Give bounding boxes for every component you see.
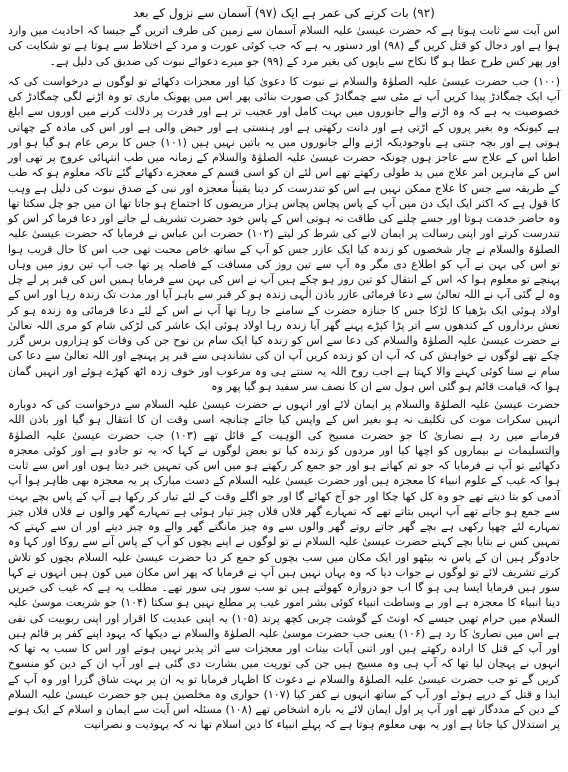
paragraph-note-100: (۱۰۰) جب حضرت عیسیٰ علیہ الصلوٰۃ والسلام نے نبوت کا دعویٰ کیا اور معجزات دکھائے تو لوگوں نے درخواست کی کہ آپ ایک چمگادڑ پیدا کریں آپ نے مٹی سے چمگادڑ کی صورت بنائی پھر اس میں پھونک ماری تو وہ اڑنے لگی چمگادڑ کی خصوصیت یہ ہے کہ وہ اڑنے والے جانوروں میں بہت کامل اور عجیب تر ہے اور قدرت پر دلالت کرنے میں اوروں سے ابلغ ہے کیونکہ وہ بغیر پروں کے اڑتی ہے اور دانت رکھتی ہے اور ہنستی ہے اور حیض والی ہے اور اس کی مادہ کے چھاتی ہوتی ہے اور بچہ جنتی ہے باوجودیکہ اڑنے والے جانوروں میں یہ باتیں نہیں ہیں (۱۰۱) جس کا برص عام ہو گیا ہو اور اطبا اس کے علاج سے عاجز ہوں چونکہ حضرت عیسیٰ علیہ الصلوٰۃ والسلام کے زمانہ میں طب انتہائی عروج پر تھی اور اس کے ماہرین امر علاج میں ید طولی رکھتے تھے اس لئے ان کو اسی قسم کے معجزے دکھائے گئے تاکہ معلوم ہو کہ طب کے طریقہ سے جس کا علاج ممکن نہیں ہے اس کو تندرست کر دینا یقیناً معجزہ اور نبی کے صدق نبوت کی دلیل ہے وہب کا قول ہے کہ اکثر ایک ایک دن میں آپ کے پاس پچاس پچاس ہزار مریضوں کا اجتماع ہو جاتا تھا ان میں جو چل سکتا تھا وہ حاضر خدمت ہوتا اور جسے چلنے کی طاقت نہ ہوتی اس کے پاس خود حضرت تشریف لے جاتے اور دعا فرما کر اس کو تندرست کرتے اور اپنی رسالت پر ایمان لانے کی شرط کر لیتے (۱۰۲) حضرت ابن عباس نے فرمایا کہ حضرت عیسیٰ علیہ الصلوٰۃ والسلام نے چار شخصوں کو زندہ کیا ایک عازر جس کو آپ کے ساتھ خاص محبت تھی جب اس کا حال قریب ہوا تو اس کی بہن نے آپ کو اطلاع دی مگر وہ آپ سے تین روز کی مسافت کے فاصلہ پر تھا جب آپ تین روز میں وہاں پہنچے تو معلوم ہوا کہ اس کے انتقال کو تین روز ہو چکے ہیں آپ نے اس کی بہن سے فرمایا ہمیں اس کی قبر پر لے چل وہ لے گئی آپ نے اللہ تعالیٰ سے دعا فرمائی عازر باذن الٰہی زندہ ہو کر قبر سے باہر آیا اور مدت تک زندہ رہا اور اس کے اولاد ہوئی ایک بڑھیا کا لڑکا جس کا جنازہ حضرت کے سامنے جا رہا تھا آپ نے اس کے لئے دعا فرمائی وہ زندہ ہو کر نعش برداروں کے کندھوں سے اتر پڑا کپڑے پہنے گھر آیا زندہ رہا اولاد ہوئی ایک عاشر کی لڑکی شام کو مری اللہ تعالیٰ نے حضرت عیسیٰ علیہ الصلوٰۃ والسلام کی دعا سے اس کو زندہ کیا ایک سام بن نوح جن کی وفات کو ہزاروں برس گزر چکے تھے لوگوں نے خواہش کی کہ آپ ان کو زندہ کریں آپ ان کی نشاندہی سے قبر پر پہنچے اور اللہ تعالیٰ سے دعا کی سام نے سنا کوئی کہنے والا کہتا ہے اجب روح اللہ یہ سنتے ہی وہ مرعوب اور خوف زدہ اٹھ کھڑے ہوئے اور انہیں گمان ہوا کہ قیامت قائم ہو گئی اس ہول سے ان کا نصف سر سفید ہو گیا پھر وہ [8,74,560,393]
paragraph-note-103: حضرت عیسیٰ علیہ الصلوٰۃ والسلام پر ایمان لائے اور انہوں نے حضرت عیسیٰ علیہ السلام سے درخواست کی کہ دوبارہ انہیں سکرات موت کی تکلیف نہ ہو بغیر اس کے واپس کیا جائے چنانچہ اسی وقت ان کا انتقال ہو گیا اور باذن اللہ فرمانے میں رد ہے نصاریٰ کا جو حضرت مسیح کی الوہیت کے قائل تھے (۱۰۳) جب حضرت عیسیٰ علیہ الصلوٰۃ والتسلیمات نے بیماروں کو اچھا کیا اور مردوں کو زندہ کیا تو بعض لوگوں نے کہا کہ یہ تو جادو ہے اور کوئی معجزہ دکھائیے تو آپ نے فرمایا کہ جو تم کھاتے ہو اور جو جمع کر رکھتے ہو میں اس کی تمہیں خبر دیتا ہوں اور اس سے ثابت ہوا کہ غیب کے علوم انبیاء کا معجزہ ہیں اور حضرت عیسیٰ علیہ السلام کے دست مبارک پر یہ معجزہ بھی ظاہر ہوا آپ آدمی کو بتا دیتے تھے جو وہ کل کھا چکا اور جو آج کھائے گا اور جو اگلے وقت کے لئے تیار کر رکھا ہے آپ کے پاس بچے بہت سے جمع ہو جاتے تھے آپ انہیں بتاتے تھے کہ تمہارے گھر فلاں فلاں چیز تیار ہوئی ہے تمہارے گھر والوں نے فلاں فلاں چیز تمہارے لئے چھپا رکھی ہے بچے گھر جاتے روتے گھر والوں سے وہ چیز مانگتے گھر والے وہ چیز دیتے اور ان سے کہتے کہ تمہیں کس نے بتایا بچے کہتے حضرت عیسیٰ علیہ السلام نے تو لوگوں نے اپنے بچوں کو آپ کے پاس آنے سے روکا اور کہا وہ جادوگر ہیں ان کے پاس نہ بیٹھو اور ایک مکان میں سب بچوں کو جمع کر دیا حضرت عیسیٰ علیہ السلام بچوں کو تلاش کرتے تشریف لائے تو لوگوں نے جواب دیا کہ وہ یہاں نہیں ہیں آپ نے فرمایا کہ پھر اس مکان میں کون ہیں انہوں نے کہا سور ہیں فرمایا ایسا ہی ہو گا اب جو دروازہ کھولتے ہیں تو سب سور ہی سور تھے۔ مطلب یہ ہے کہ غیب کی خبریں دینا انبیاء کا معجزہ ہے اور بے وساطت انبیاء کوئی بشر امور غیب پر مطلع نہیں ہو سکتا (۱۰۴) جو شریعت موسیٰ علیہ السلام میں حرام تھیں جیسے کہ اونٹ کے گوشت چربی کچھ پرند (۱۰۵) یہ اپنی عبدیت کا اقرار اور اپنی ربوبیت کی نفی ہے اس میں نصاریٰ کا رد ہے (۱۰۶) یعنی جب حضرت موسیٰ علیہ الصلوٰۃ والسلام نے دیکھا کہ یہود اپنے کفر پر قائم ہیں اور آپ کے قتل کا ارادہ رکھتے ہیں اور اتنی آیات بینات اور معجزات سے اثر پذیر نہیں ہوتے اور اس کا سبب یہ تھا کہ انہوں نے پہچان لیا تھا کہ آپ ہی وہ مسیح ہیں جن کی توریت میں بشارت دی گئی ہے اور آپ ان کے دین کو منسوخ کریں گے تو جب حضرت عیسیٰ علیہ الصلوٰۃ والسلام نے دعوت کا اظہار فرمایا تو یہ ان پر بہت شاق گزرا اور وہ آپ کے ایذا و قتل کے درپے ہوئے اور آپ کے ساتھ انہوں نے کفر کیا (۱۰۷) حواری وہ مخلصین ہیں جو حضرت عیسیٰ علیہ السلام کے دین کے مددگار تھے اور آپ پر اول ایمان لائے یہ بارہ اشخاص تھے (۱۰۸) مسئلہ اس آیت سے ایمان و اسلام کے ایک ہونے پر استدلال کیا جاتا ہے اور یہ بھی معلوم ہوتا ہے کہ پہلے انبیاء کا دین اسلام تھا نہ کہ یہودیت و نصرانیت [8,398,561,732]
paragraph-intro: اس آیت سے ثابت ہوتا ہے کہ حضرت عیسیٰ علیہ السلام آسمان سے زمین کی طرف اتریں گے جیسا کہ احادیث میں وارد ہوا ہے اور دجال کو قتل کریں گے (۹۸) اور دستور یہ ہے کہ جب کوئی عورت و مرد کے اختلاط سے ہوتا ہے تو شکایت کی اور پھر کس طرح عطا ہو گا نکاح سے باپوں کی بغیر مرد کے (۹۹) جو میرے دعوائے نبوت کی صدیق کی دلیل ہے۔ [8,24,560,68]
page-header: (۹۲) بات کرنے کی عمر ہے ایک (۹۷) آسمان سے نزول کے بعد [133,6,435,20]
